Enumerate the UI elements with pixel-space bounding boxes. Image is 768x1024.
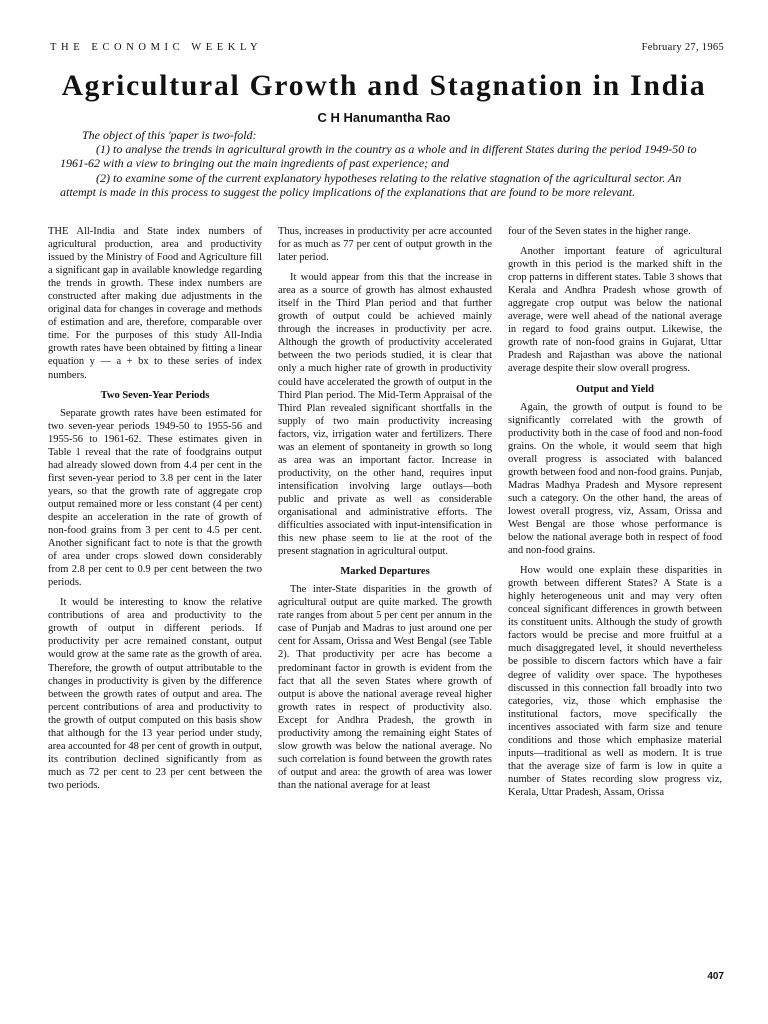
article-abstract bbox=[60, 128, 718, 199]
paragraph: Separate growth rates have been estimated for two seven-year periods 1949-50 to 1955-56 and 1955-56 to 1961-62. These estimates given in Table 1 reveal that the rate of foodgrains output had already slowed down from 4.4 per cent in the first seven-year period to 3.8 per cent in the later years, so that the growth rate of aggregate crop output remained more or less constant (4 per cent) despite an acceleration in the rate of growth of non-food grains from 3 per cent to 4.5 per cent. Another significant fact to note is that the growth of area under crops slowed down considerably from 2.8 per cent to 0.9 per cent between the two periods. bbox=[48, 407, 262, 589]
masthead bbox=[50, 42, 724, 56]
section-heading: Marked Departures bbox=[340, 566, 430, 578]
paragraph: The inter-State disparities in the growth of agricultural output are quite marked. The growth rate ranges from about 5 per cent per annum in the case of Punjab and Madras to just around one per cent for Assam, Orissa and West Bengal (see Table 2). That productivity per acre has become a predominant factor in growth is evident from the fact that all the seven States where growth of output is above the national average reveal higher growth rates in respect of productivity also. Except for Andhra Pradesh, the growth in productivity among the remaining eight States of slow growth was below the national average. No such correlation is found between the growth rates of output and area: the growth of area was lower than the national average for at least bbox=[278, 584, 492, 791]
paragraph: Thus, increases in productivity per acre accounted for as much as 77 per cent of output growth in the later period. bbox=[278, 226, 492, 264]
abstract-item-1: (1) to analyse the trends in agricultural growth in the country as a whole and in different States during the period 1949-50 to 1961-62 with a view to bringing out the main ingredients of past experience; and bbox=[60, 142, 697, 171]
paragraph: It would be interesting to know the relative contributions of area and productivity to the growth of output in different periods. If productivity per acre remained constant, output would grow at the same rate as the growth of area. Therefore, the growth of output attributable to the changes in productivity is given by the difference between the growth rates of output and area. The percent contributions of area and productivity to the growth of output computed on this basis show that although for the 13 year period under study, area accounted for 48 per cent of growth in output, its contribution declined significantly from as much as 72 per cent to 23 per cent between the two periods. bbox=[48, 597, 262, 791]
paragraph: How would one explain these disparities in growth between different States? A State is a highly heterogeneous unit and may very often conceal significant differences in growth between its constituent units. Although the study of growth factors would be precise and more fruitful at a much disaggregated level, it should nevertheless be possible to discern factors which have a fair degree of validity over space. The hypotheses discussed in this connection fall broadly into two categories, viz, those which emphasise the institutional factors, move specifically the incentives associated with farm size and tenure conditions and those which emphasize material inputs—traditional as well as modern. It is true that the average size of farm is low in quite a number of States recording slow progress viz, Kerala, Uttar Pradesh, Assam, Orissa bbox=[508, 565, 722, 798]
article-title: Agricultural Growth and Stagnation in India bbox=[61, 70, 707, 102]
section-heading: Output and Yield bbox=[576, 383, 654, 395]
page-number: 407 bbox=[707, 971, 724, 982]
abstract-item-2: (2) to examine some of the current explanatory hypotheses relating to the relative stagnation of the agricultural sector. An attempt is made in this process to suggest the policy implications of the explanations that are found to be more relevant. bbox=[60, 170, 682, 199]
text-column-3 bbox=[508, 225, 722, 806]
paragraph: THE All-India and State index numbers of agricultural production, area and productivity issued by the Ministry of Food and Agriculture fill a significant gap in available knowledge regarding the trends in growth. These index numbers are constructed after making due adjustments in the original data for changes in coverage and methods of estimation and are, therefore, comparable over time. For the purposes of this study All-India growth rates have been obtained by fitting a linear equation y — a + bx to these series of index numbers. bbox=[48, 226, 262, 381]
paragraph: It would appear from this that the increase in area as a source of growth has almost exhausted itself in the Third Plan period and that further growth of output could be achieved mainly through the increases in productivity per acre. Although the growth of productivity accelerated between the two periods studied, it is clear that only a much higher rate of growth in productivity could have accelerated the growth of output in the Third Plan period. The Mid-Term Appraisal of the Third Plan revealed significant shortfalls in the supply of two main productivity increasing factors, viz, irrigation water and fertilizers. There was an element of spontaneity in growth so long as area was an important factor. Increase in productivity, on the other hand, requires input intensification involving large outlays—both public and private as well as considerable organisational and administrative efforts. The difficulties associated with input-intensification in this new phase seem to lie at the root of the present stagnation in agricultural output. bbox=[278, 272, 492, 558]
abstract-intro: The object of this 'paper is two-fold: bbox=[82, 128, 257, 142]
publication-name: THE ECONOMIC WEEKLY bbox=[50, 42, 263, 53]
paragraph: Another important feature of agricultural growth in this period is the marked shift in the crop patterns in different states. Table 3 shows that Kerala and Andhra Pradesh whose growth of aggregate crop output was below the national average, were well ahead of the national average in regard to food grains output. Likewise, the growth rate of non-food grains in Gujarat, Uttar Pradesh and Rajasthan was above the national average despite their slow overall progress. bbox=[508, 246, 722, 375]
text-column-2 bbox=[278, 225, 492, 799]
paragraph: four of the Seven states in the higher range. bbox=[508, 226, 691, 237]
text-column-1 bbox=[48, 225, 262, 799]
section-heading: Two Seven-Year Periods bbox=[100, 389, 210, 401]
issue-date: February 27, 1965 bbox=[641, 42, 724, 53]
paragraph: Again, the growth of output is found to be significantly correlated with the growth of productivity both in the case of food and non-food grains. On the whole, it would seem that high overall progress is associated with balanced growth between food and non-food grains. Punjab, Madras Madhya Pradesh and Mysore represent such a category. On the other hand, the areas of lowest overall progress, viz, Assam, Orissa and West Bengal are those whose performance is below the national average both in respect of food and non-food grains. bbox=[508, 401, 722, 557]
article-author: C H Hanumantha Rao bbox=[317, 110, 451, 125]
